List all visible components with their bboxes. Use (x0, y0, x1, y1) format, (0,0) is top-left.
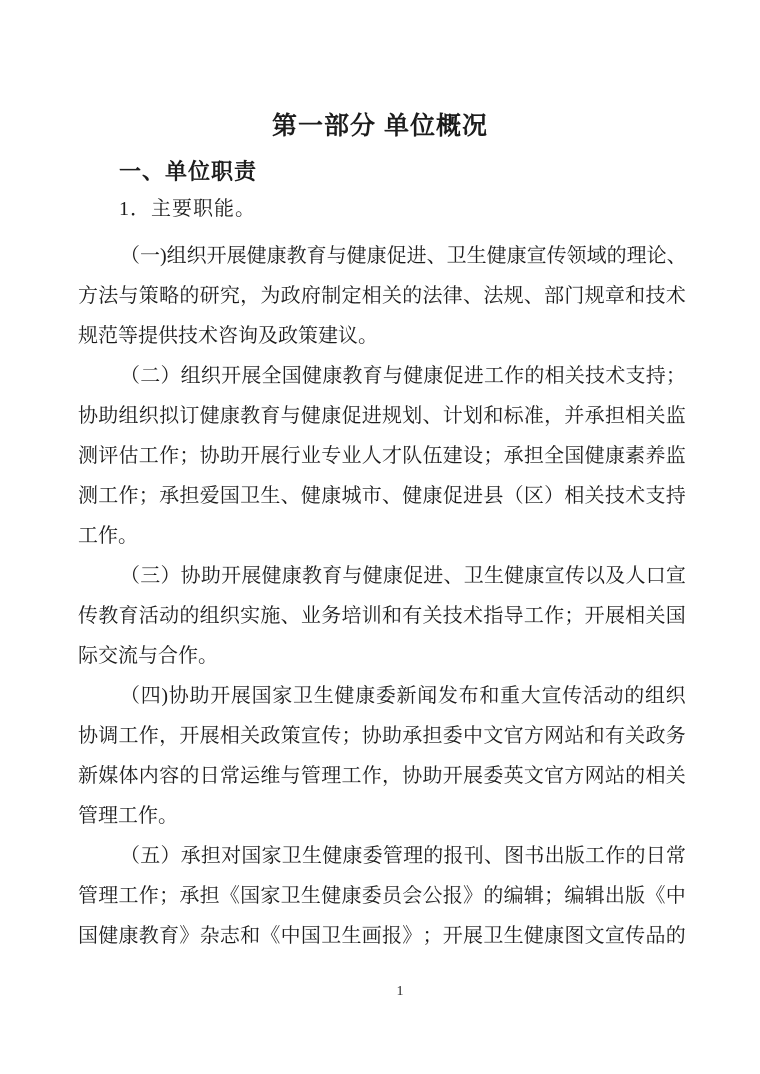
document-body (78, 236, 686, 956)
item-heading: 1．主要职能。 (119, 198, 256, 220)
body-line-p2-l5: 工作。 (78, 525, 138, 547)
page-title: 第一部分 单位概况 (272, 112, 488, 140)
page-number: 1 (396, 984, 404, 999)
body-line-p1-l3: 规范等提供技术咨询及政策建议。 (78, 325, 378, 347)
body-line-p4-l3: 新 媒 体 内 容 的 日 常 运 维 与 管 理 工 作 ， 协 助 开 展 委 英 文 官 方 网 站 的 相 关 (78, 765, 686, 787)
section-heading: 一、单位职责 (119, 159, 258, 184)
body-line-p2-l1: （ 二 ） 组 织 开 展 全 国 健 康 教 育 与 健 康 促 进 工 作 的 相 关 技 术 支 持 ； (120, 365, 686, 387)
body-line-p2-l3: 测 评 估 工 作 ； 协 助 开 展 行 业 专 业 人 才 队 伍 建 设 ； 承 担 全 国 健 康 素 养 监 (78, 445, 686, 467)
body-line-p1-l1: （ 一 ) 组 织 开 展 健 康 教 育 与 健 康 促 进 、 卫 生 健 康 宣 传 领 域 的 理 论 、 (120, 245, 687, 267)
body-line-p5-l1: （ 五 ） 承 担 对 国 家 卫 生 健 康 委 管 理 的 报 刊 、 图 书 出 版 工 作 的 日 常 (120, 845, 686, 867)
body-line-p4-l1: （ 四 ) 协 助 开 展 国 家 卫 生 健 康 委 新 闻 发 布 和 重 大 宣 传 活 动 的 组 织 (120, 685, 686, 707)
body-line-p5-l3: 国 健 康 教 育 》 杂 志 和 《 中 国 卫 生 画 报 》 ； 开 展 卫 生 健 康 图 文 宣 传 品 的 (78, 925, 686, 947)
body-line-p4-l2: 协 调 工 作 ， 开 展 相 关 政 策 宣 传 ； 协 助 承 担 委 中 文 官 方 网 站 和 有 关 政 务 (78, 725, 686, 747)
body-line-p2-l4: 测 工 作 ； 承 担 爱 国 卫 生 、 健 康 城 市 、 健 康 促 进 县 （ 区 ） 相 关 技 术 支 持 (78, 485, 686, 507)
body-line-p5-l2: 管 理 工 作 ； 承 担 《 国 家 卫 生 健 康 委 员 会 公 报 》 的 编 辑 ； 编 辑 出 版 《 中 (78, 885, 686, 907)
body-line-p2-l2: 协 助 组 织 拟 订 健 康 教 育 与 健 康 促 进 规 划 、 计 划 和 标 准 ， 并 承 担 相 关 监 (78, 405, 686, 427)
body-line-p4-l4: 管理工作。 (78, 805, 178, 827)
body-line-p3-l2: 传 教 育 活 动 的 组 织 实 施 、 业 务 培 训 和 有 关 技 术 指 导 工 作 ； 开 展 相 关 国 (78, 605, 686, 627)
body-line-p3-l3: 际交流与合作。 (78, 645, 218, 667)
body-line-p1-l2: 方 法 与 策 略 的 研 究 ， 为 政 府 制 定 相 关 的 法 律 、 法 规 、 部 门 规 章 和 技 术 (78, 285, 686, 307)
body-line-p3-l1: （ 三 ） 协 助 开 展 健 康 教 育 与 健 康 促 进 、 卫 生 健 康 宣 传 以 及 人 口 宣 (120, 565, 686, 587)
